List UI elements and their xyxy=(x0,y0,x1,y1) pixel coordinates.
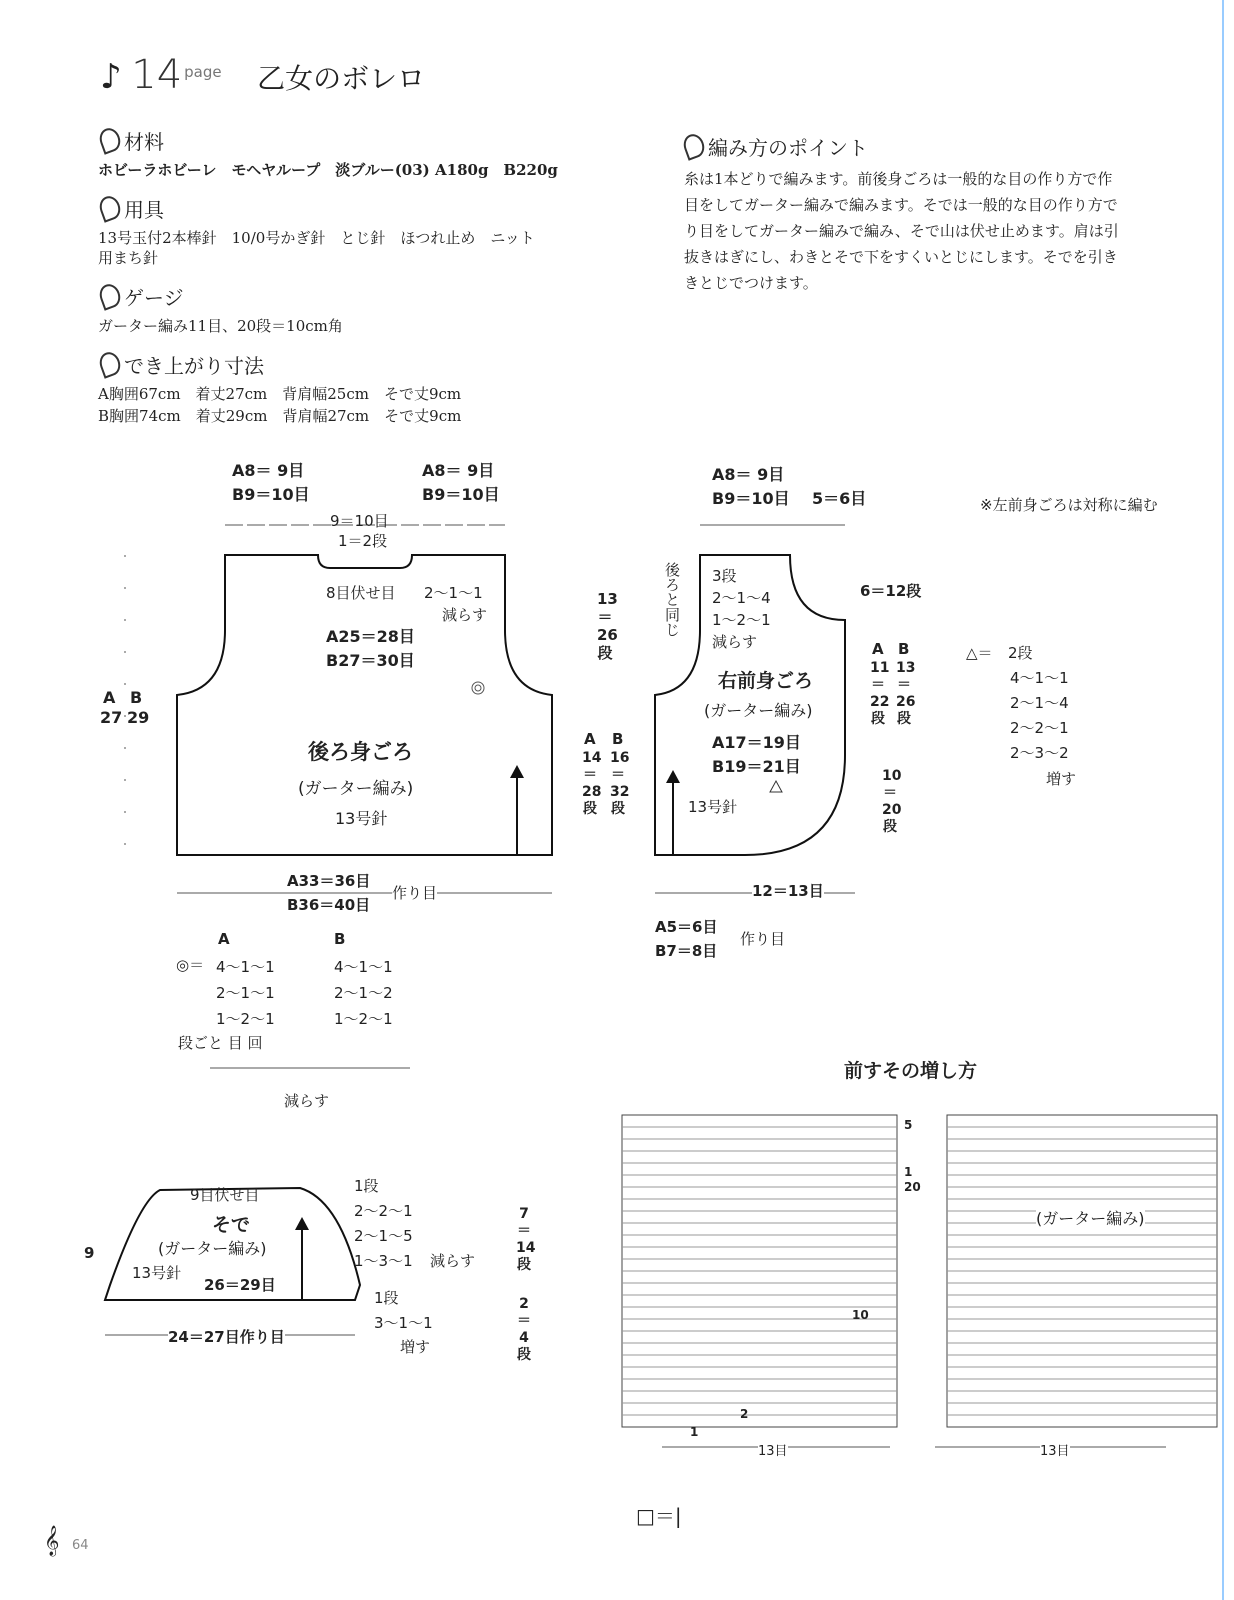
chart-label-20: 20 xyxy=(904,1180,921,1194)
page-number: 14 xyxy=(131,52,183,98)
points-line: 糸は1本どりで編みます。前後身ごろは一般的な目の作り方で作 xyxy=(684,170,1113,188)
sleeve-name: そで xyxy=(212,1214,251,1236)
sleeve-top: 9目伏せ目 xyxy=(190,1186,260,1204)
front-bottom: 12＝13目 xyxy=(752,882,824,900)
back-arrow-head xyxy=(510,765,524,778)
back-h-a: A xyxy=(103,688,116,707)
back-neck: 9＝10目 xyxy=(330,512,389,530)
sleeve-height: 9 xyxy=(84,1244,95,1262)
dec-mark: ◎＝ xyxy=(176,956,205,974)
front-mid-a-val: 11＝22段 xyxy=(870,660,890,727)
front-bottom-right: 10＝20段 xyxy=(882,768,902,835)
sleeve-dec: 1段 2〜2〜1 2〜1〜5 1〜3〜1 xyxy=(354,1177,413,1270)
chart-title: 前すその増し方 xyxy=(844,1060,978,1082)
back-bind: 8目伏せ目 xyxy=(326,584,396,602)
dec-col-b: B xyxy=(334,930,346,948)
front-top-neck: 5＝6目 xyxy=(812,489,867,508)
back-cast-label: 作り目 xyxy=(392,884,438,902)
tri-l1: 2段 xyxy=(1008,644,1033,662)
sleeve-stitch: (ガーター編み) xyxy=(158,1239,267,1258)
front-dec: 3段 2〜1〜4 1〜2〜1 減らす xyxy=(712,567,771,651)
page-title: 乙女のボレロ xyxy=(257,62,426,95)
sleeve-width: 26＝29目 xyxy=(204,1276,276,1294)
back-h-a-val: 27 xyxy=(100,708,123,727)
sleeve-side-top: 7＝14段 xyxy=(516,1206,536,1273)
gauge-heading: ゲージ xyxy=(100,282,184,311)
tri-mark: △＝ xyxy=(966,644,993,662)
back-needle: 13号針 xyxy=(335,809,388,828)
back-stitch: (ガーター編み) xyxy=(298,779,414,799)
back-name: 後ろ身ごろ xyxy=(308,740,413,764)
chart-label-1b: 1 xyxy=(690,1425,699,1439)
tools-text-2: 用まち針 xyxy=(98,249,159,267)
chart-label-1: 1 xyxy=(904,1165,913,1179)
size-b: B胸囲74cm 着丈29cm 背肩幅27cm そで丈9cm xyxy=(98,407,462,425)
points-line: 抜きはぎにし、わきとそで下をすくいとじにします。そでを引き xyxy=(684,248,1118,266)
gauge-text: ガーター編み11目、20段＝10cm角 xyxy=(98,317,343,335)
size-heading: でき上がり寸法 xyxy=(100,350,264,379)
back-shoulder-l-b: B9＝10目 xyxy=(232,485,310,504)
back-shoulder-l-a: A8＝ 9目 xyxy=(232,461,305,480)
sleeve-inc: 1段 3〜1〜1 xyxy=(374,1289,433,1332)
decrease-mark-icon xyxy=(472,682,484,694)
chart-width-right: 13目 xyxy=(1040,1440,1070,1459)
front-top-a: A8＝ 9目 xyxy=(712,465,785,484)
front-needle: 13号針 xyxy=(688,798,738,816)
points-line: きとじでつけます。 xyxy=(684,274,818,292)
sleeve-inc-label: 増す xyxy=(400,1338,431,1356)
music-note-icon: ♪ xyxy=(100,57,122,97)
front-cast-b: B7＝8目 xyxy=(655,942,718,960)
sleeve-needle: 13号針 xyxy=(132,1264,182,1282)
triangle-mark-icon xyxy=(770,781,782,792)
sleeve-arrow-head xyxy=(295,1217,309,1230)
back-h-b: B xyxy=(130,688,143,707)
tools-text-1: 13号玉付2本棒針 10/0号かぎ針 とじ針 ほつれ止め ニット xyxy=(98,229,535,247)
dec-legend: 段ごと 目 回 xyxy=(178,1034,263,1052)
front-stitch: (ガーター編み) xyxy=(704,701,813,720)
sleeve-dec-label: 減らす xyxy=(430,1252,476,1270)
dec-col-a: A xyxy=(218,930,230,948)
back-neck-rows: 1＝2段 xyxy=(338,532,388,550)
front-same: 後ろと同じ xyxy=(663,562,681,637)
front-left-b-val: 16＝32段 xyxy=(610,750,630,817)
front-top-b: B9＝10目 xyxy=(712,489,790,508)
chart-width-left: 13目 xyxy=(758,1440,788,1459)
front-left-a: A xyxy=(584,730,596,748)
front-mid-b: B xyxy=(898,640,910,658)
chart-legend: □＝| xyxy=(636,1504,682,1528)
back-dec-label: 減らす xyxy=(442,606,488,624)
back-cast-a: A33＝36目 xyxy=(287,872,371,890)
front-width-a: A17＝19目 xyxy=(712,733,801,752)
dec-label: 減らす xyxy=(284,1092,330,1110)
back-h-b-val: 29 xyxy=(127,708,150,727)
dec-b-values: 4〜1〜1 2〜1〜2 1〜2〜1 xyxy=(334,958,393,1028)
back-cast-b: B36＝40目 xyxy=(287,896,371,914)
front-left-top: 13＝26段 xyxy=(597,590,618,662)
front-mid-b-val: 13＝26段 xyxy=(896,660,916,727)
tri-values: 4〜1〜1 2〜1〜4 2〜2〜1 2〜3〜2 xyxy=(1010,669,1069,762)
size-a: A胸囲67cm 着丈27cm 背肩幅25cm そで丈9cm xyxy=(98,385,462,403)
chart-label-2: 2 xyxy=(740,1407,749,1421)
front-width-b: B19＝21目 xyxy=(712,757,801,776)
front-name: 右前身ごろ xyxy=(718,670,814,692)
footer-page-number: 64 xyxy=(72,1538,89,1553)
front-left-b: B xyxy=(612,730,624,748)
sym-note: ※左前身ごろは対称に編む xyxy=(980,496,1158,514)
chart-label-10: 10 xyxy=(852,1308,869,1322)
dec-a-values: 4〜1〜1 2〜1〜1 1〜2〜1 xyxy=(216,958,275,1028)
tools-heading: 用具 xyxy=(100,194,164,223)
sleeve-bottom: 24＝27目作り目 xyxy=(168,1328,285,1346)
points-line: り目をしてガーター編みで編み、そで山は伏せ止めます。肩は引 xyxy=(684,222,1119,240)
front-cast-a: A5＝6目 xyxy=(655,918,718,936)
back-width-a: A25＝28目 xyxy=(326,627,415,646)
front-mid-a: A xyxy=(872,640,884,658)
chart-label-5: 5 xyxy=(904,1118,913,1132)
tri-label: 増す xyxy=(1046,770,1077,788)
page-word: page xyxy=(184,63,222,81)
front-arrow-head xyxy=(666,770,680,783)
front-left-a-val: 14＝28段 xyxy=(582,750,602,817)
back-shoulder-r-a: A8＝ 9目 xyxy=(422,461,495,480)
back-shoulder-r-b: B9＝10目 xyxy=(422,485,500,504)
points-line: 目をしてガーター編みで編みます。そでは一般的な目の作り方で xyxy=(684,196,1118,214)
back-dec: 2〜1〜1 xyxy=(424,584,483,602)
chart-stitch: (ガーター編み) xyxy=(1036,1206,1145,1229)
points-heading: 編み方のポイント xyxy=(684,132,868,161)
sleeve-side-bot: 2＝4段 xyxy=(517,1296,531,1363)
materials-text: ホビーラホビーレ モヘヤループ 淡ブルー(03) A180g B220g xyxy=(98,161,558,179)
back-width-b: B27＝30目 xyxy=(326,651,415,670)
materials-heading: 材料 xyxy=(100,126,164,155)
clef-icon: 𝄞 xyxy=(44,1526,60,1556)
front-cast-label: 作り目 xyxy=(740,930,786,948)
front-rows-right: 6＝12段 xyxy=(860,582,922,600)
